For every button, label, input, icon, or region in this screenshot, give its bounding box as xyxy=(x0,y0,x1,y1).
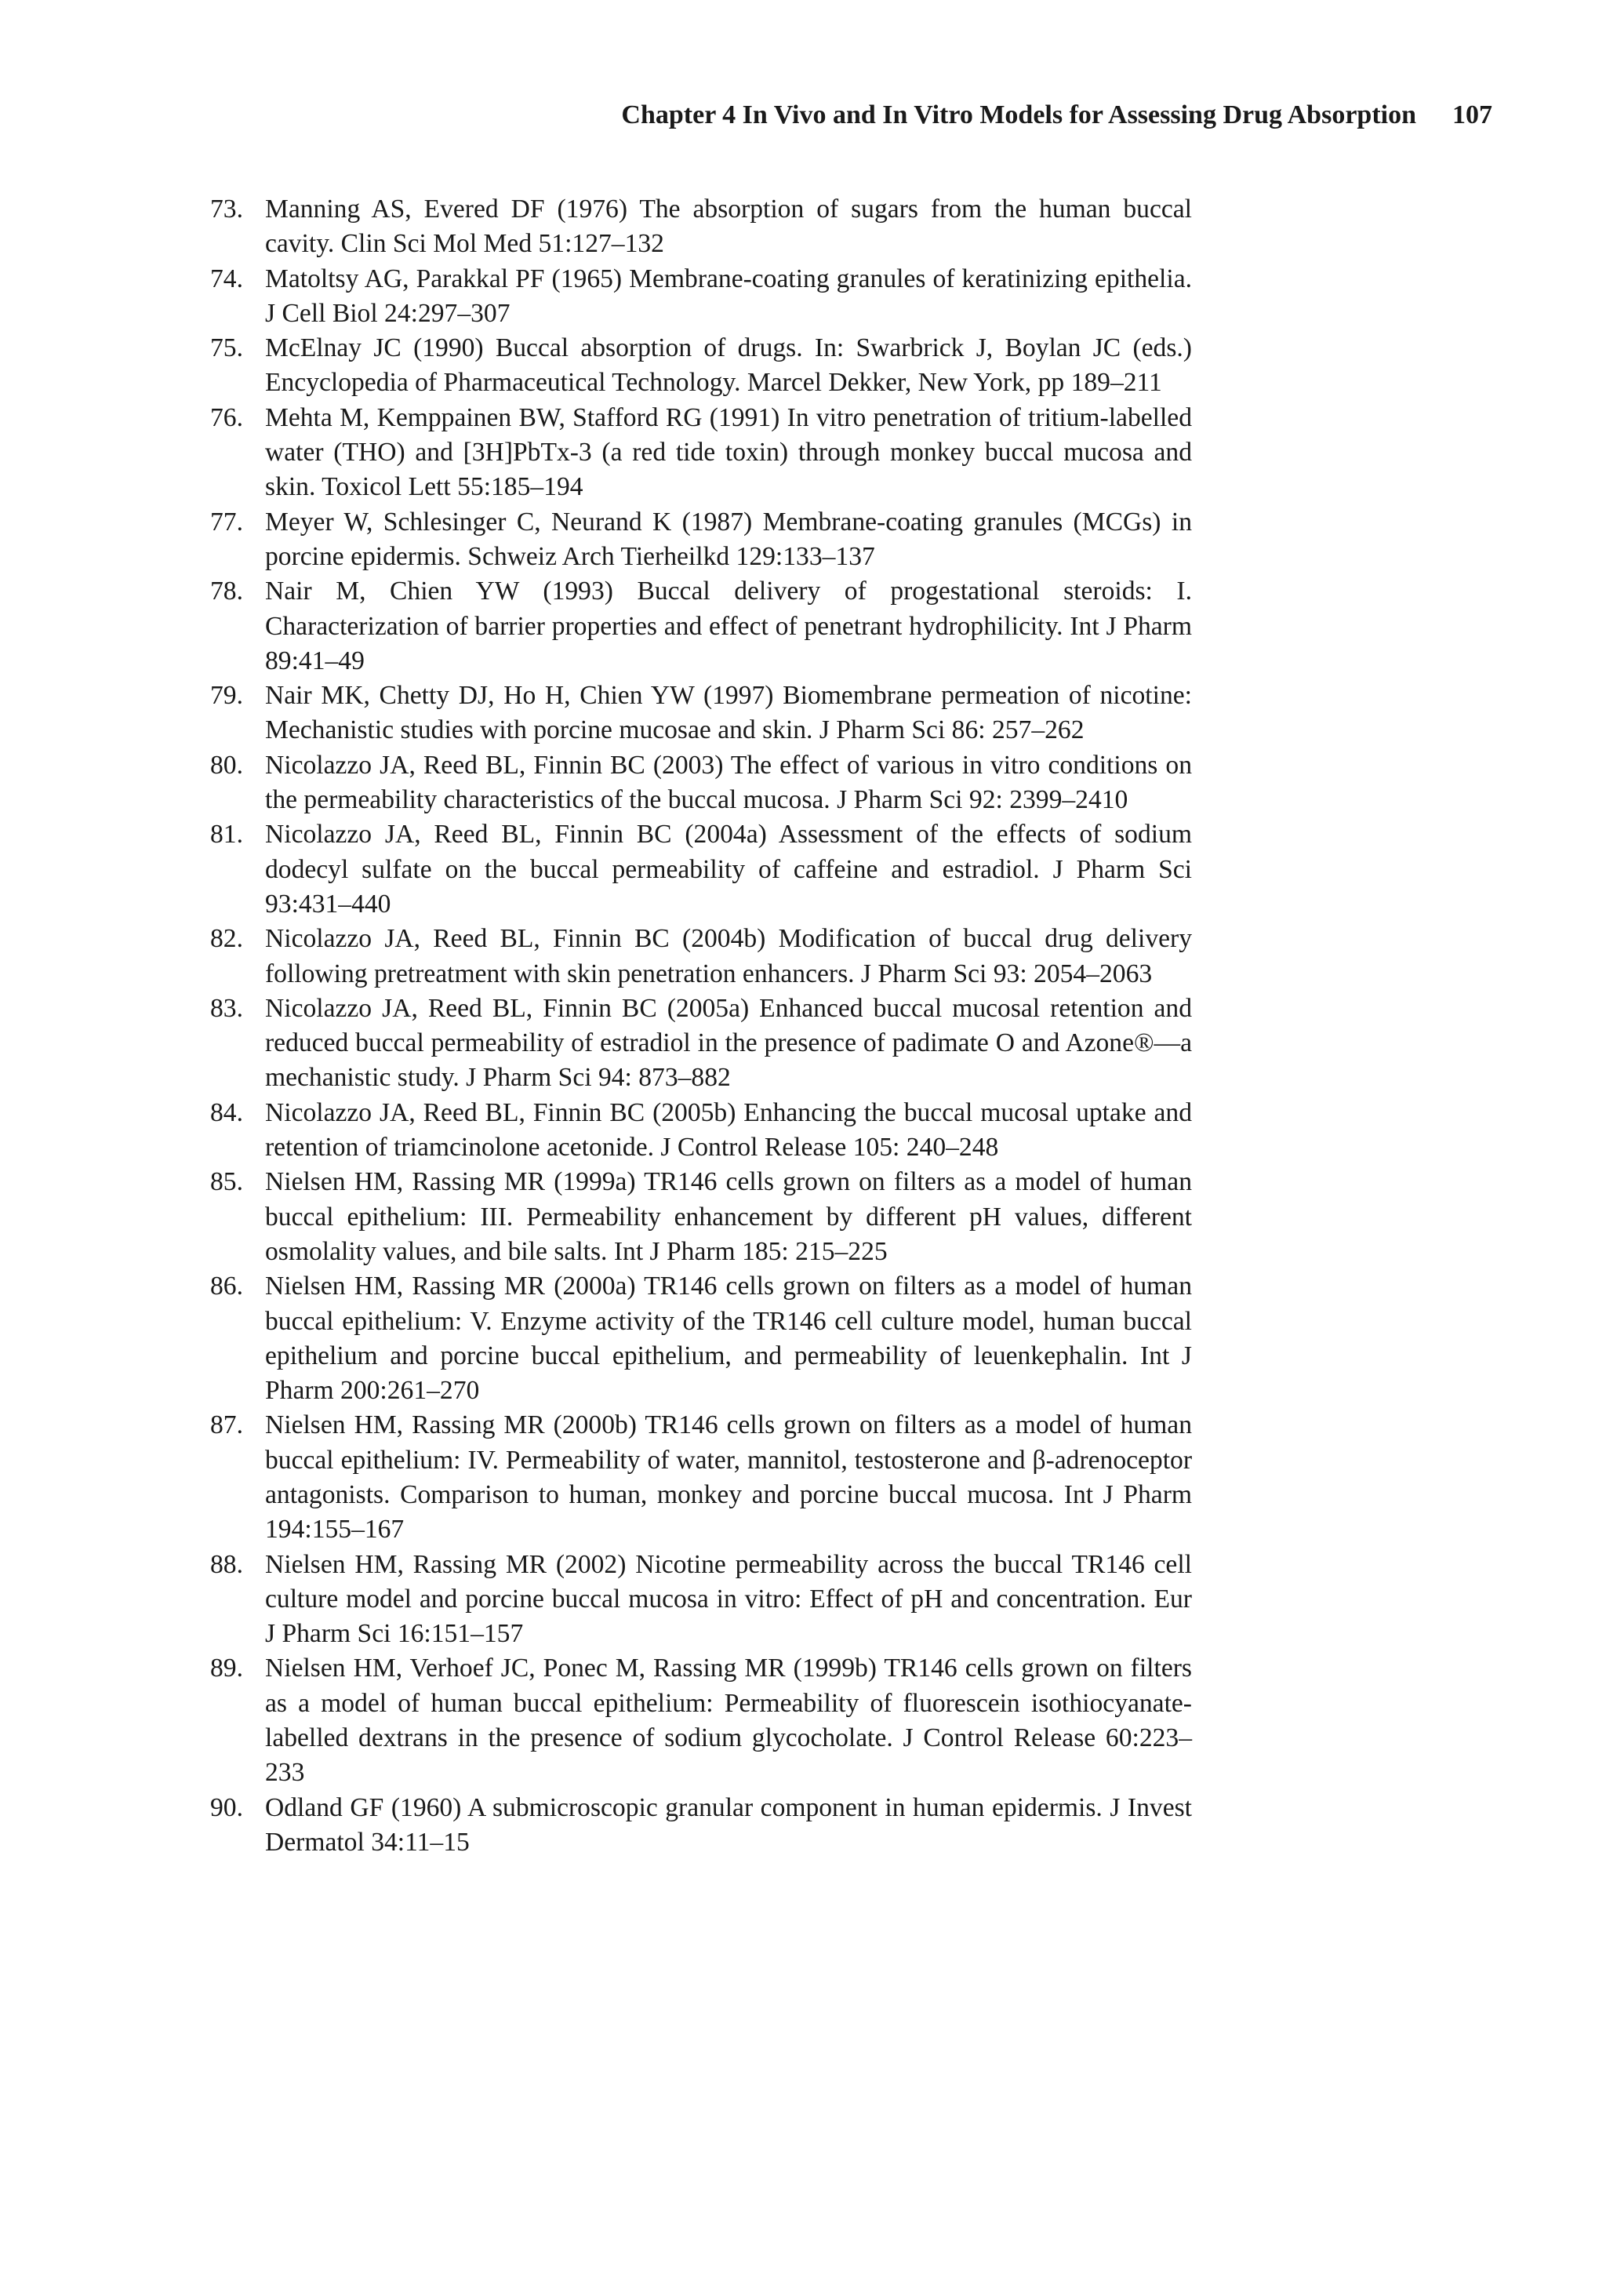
reference-item xyxy=(210,192,1192,262)
reference-item xyxy=(210,1651,1192,1790)
page-number: 107 xyxy=(1452,100,1492,129)
reference-list xyxy=(210,192,1192,1860)
reference-item xyxy=(210,1165,1192,1269)
reference-text: Nielsen HM, Rassing MR (2000b) TR146 cells grown on filters as a model of human buccal epithelium: IV. Permeability of water, mannitol, testosterone and β-adrenoceptor antagonists. Comparison to human, monkey and porcine buccal mucosa. Int J Pharm 194:155–167 xyxy=(265,1410,1192,1545)
reference-text: Manning AS, Evered DF (1976) The absorption of sugars from the human buccal cavity. Clin Sci Mol Med 51:127–132 xyxy=(265,195,1192,259)
reference-text: Nicolazzo JA, Reed BL, Finnin BC (2005a) Enhanced buccal mucosal retention and reduced buccal permeability of estradiol in the presence of padimate O and Azone®—a mechanistic study. J Pharm Sci 94: 873–882 xyxy=(265,993,1192,1093)
reference-item xyxy=(210,679,1192,748)
reference-number: 90. xyxy=(210,1792,243,1822)
reference-number: 83. xyxy=(210,993,243,1023)
reference-text: Meyer W, Schlesinger C, Neurand K (1987) Membrane-coating granules (MCGs) in porcine epidermis. Schweiz Arch Tierheilkd 129:133–137 xyxy=(265,507,1192,571)
reference-text: Matoltsy AG, Parakkal PF (1965) Membrane-coating granules of keratinizing epithelia. J Cell Biol 24:297–307 xyxy=(265,264,1192,328)
reference-item xyxy=(210,1548,1192,1652)
reference-text: McElnay JC (1990) Buccal absorption of drugs. In: Swarbrick J, Boylan JC (eds.) Encyclopedia of Pharmaceutical Technology. Marcel Dekker, New York, pp 189–211 xyxy=(265,333,1192,398)
reference-item xyxy=(210,262,1192,332)
reference-number: 81. xyxy=(210,820,243,850)
reference-number: 86. xyxy=(210,1272,243,1301)
reference-item xyxy=(210,574,1192,679)
reference-number: 78. xyxy=(210,577,243,606)
reference-text: Nicolazzo JA, Reed BL, Finnin BC (2003) The effect of various in vitro conditions on the permeability characteristics of the buccal mucosa. J Pharm Sci 92: 2399–2410 xyxy=(265,750,1192,815)
reference-number: 73. xyxy=(210,195,243,224)
reference-number: 84. xyxy=(210,1097,243,1127)
running-head xyxy=(621,99,1492,132)
reference-item xyxy=(210,748,1192,818)
reference-item xyxy=(210,505,1192,575)
reference-item xyxy=(210,401,1192,505)
reference-text: Nicolazzo JA, Reed BL, Finnin BC (2004b) Modification of buccal drug delivery following pretreatment with skin penetration enhancers. J Pharm Sci 93: 2054–2063 xyxy=(265,924,1192,988)
reference-text: Nielsen HM, Rassing MR (1999a) TR146 cells grown on filters as a model of human buccal epithelium: III. Permeability enhancement by different pH values, different osmolality values, and bile salts. Int J Pharm 185: 215–225 xyxy=(265,1167,1192,1266)
reference-text: Nielsen HM, Rassing MR (2000a) TR146 cells grown on filters as a model of human buccal epithelium: V. Enzyme activity of the TR146 cell culture model, human buccal epithelium and porcine buccal epithelium, and permeability of leuenkephalin. Int J Pharm 200:261–270 xyxy=(265,1272,1192,1406)
reference-number: 88. xyxy=(210,1549,243,1579)
reference-number: 87. xyxy=(210,1410,243,1440)
reference-text: Mehta M, Kemppainen BW, Stafford RG (1991) In vitro penetration of tritium-labelled water (THO) and [3H]PbTx-3 (a red tide toxin) through monkey buccal mucosa and skin. Toxicol Lett 55:185–194 xyxy=(265,402,1192,502)
reference-text: Nair MK, Chetty DJ, Ho H, Chien YW (1997) Biomembrane permeation of nicotine: Mechanistic studies with porcine mucosae and skin. J Pharm Sci 86: 257–262 xyxy=(265,681,1192,745)
reference-text: Nielsen HM, Verhoef JC, Ponec M, Rassing MR (1999b) TR146 cells grown on filters as a model of human buccal epithelium: Permeability of fluorescein isothiocyanate-labelled dextrans in the presence of sodium glycocholate. J Control Release 60:223–233 xyxy=(265,1654,1192,1788)
reference-text: Nicolazzo JA, Reed BL, Finnin BC (2005b) Enhancing the buccal mucosal uptake and retention of triamcinolone acetonide. J Control Release 105: 240–248 xyxy=(265,1097,1192,1163)
reference-item xyxy=(210,331,1192,401)
reference-item xyxy=(210,1269,1192,1408)
reference-number: 85. xyxy=(210,1167,243,1197)
reference-text: Odland GF (1960) A submicroscopic granular component in human epidermis. J Invest Dermatol 34:11–15 xyxy=(265,1792,1192,1857)
reference-item xyxy=(210,992,1192,1096)
reference-number: 89. xyxy=(210,1654,243,1683)
reference-number: 82. xyxy=(210,924,243,954)
chapter-title: Chapter 4 In Vivo and In Vitro Models for Assessing Drug Absorption xyxy=(621,100,1416,129)
reference-text: Nicolazzo JA, Reed BL, Finnin BC (2004a) Assessment of the effects of sodium dodecyl sulfate on the buccal permeability of caffeine and estradiol. J Pharm Sci 93:431–440 xyxy=(265,820,1192,919)
reference-number: 74. xyxy=(210,264,243,293)
reference-number: 77. xyxy=(210,507,243,537)
reference-number: 80. xyxy=(210,750,243,780)
reference-text: Nielsen HM, Rassing MR (2002) Nicotine permeability across the buccal TR146 cell culture model and porcine buccal mucosa in vitro: Effect of pH and concentration. Eur J Pharm Sci 16:151–157 xyxy=(265,1549,1192,1649)
reference-number: 75. xyxy=(210,333,243,363)
reference-number: 79. xyxy=(210,681,243,711)
reference-item xyxy=(210,1096,1192,1166)
reference-number: 76. xyxy=(210,402,243,432)
reference-item xyxy=(210,922,1192,992)
reference-item xyxy=(210,1408,1192,1547)
reference-item xyxy=(210,817,1192,922)
reference-item xyxy=(210,1791,1192,1861)
reference-text: Nair M, Chien YW (1993) Buccal delivery of progestational steroids: I. Characterization of barrier properties and effect of penetrant hydrophilicity. Int J Pharm 89:41–49 xyxy=(265,577,1192,675)
